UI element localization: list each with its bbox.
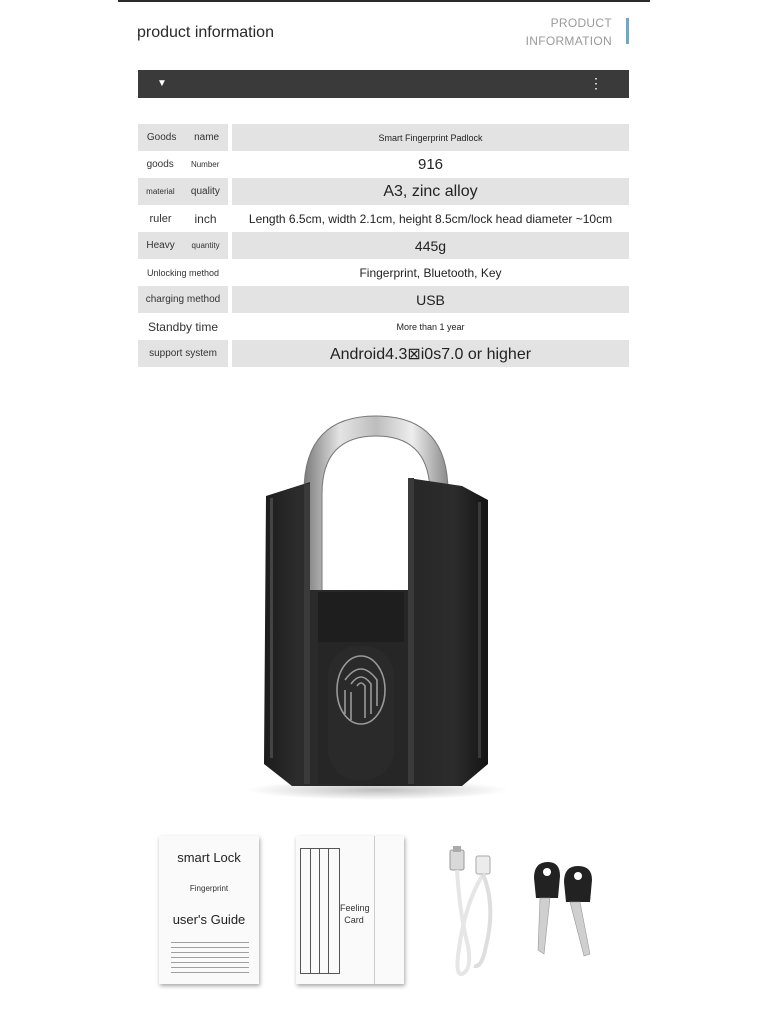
padlock-image (262, 414, 490, 796)
spec-row (138, 178, 629, 205)
top-divider (118, 0, 650, 2)
manual-fine-print (171, 942, 249, 974)
spec-value: 916 (417, 156, 444, 173)
spec-value: A3, zinc alloy (232, 178, 629, 205)
spec-label-part: ruler (149, 212, 172, 225)
spec-label-part: quantity (191, 241, 220, 250)
spec-label (138, 178, 228, 205)
spec-label: Standby time (147, 319, 219, 334)
manual-guide-title: user's Guide (172, 912, 246, 927)
spec-label (138, 124, 228, 151)
spec-label-part: inch (194, 211, 217, 226)
card-fold (374, 836, 375, 984)
accent-bar (626, 18, 629, 44)
section-heading-line2: INFORMATION (525, 34, 612, 48)
usb-cable-image (446, 846, 506, 978)
spec-label-part: Heavy (146, 240, 175, 251)
spec-label-part: quality (190, 186, 220, 197)
spec-label: charging method (138, 286, 228, 313)
spec-row (138, 205, 629, 232)
triangle-down-icon[interactable]: ▼ (157, 78, 167, 89)
spec-label-part: goods (146, 159, 174, 170)
spec-value: More than 1 year (396, 321, 465, 332)
spec-table (138, 124, 629, 367)
manual-title: smart Lock (177, 850, 241, 865)
spec-value: Length 6.5cm, width 2.1cm, height 8.5cm/lock head diameter ~10cm (248, 211, 613, 226)
spec-row (138, 340, 629, 367)
keys-image (528, 858, 598, 958)
spec-label-part: Number (190, 160, 220, 169)
spec-row (138, 232, 629, 259)
warranty-card-image (296, 836, 404, 984)
card-label-line: Card (344, 915, 364, 925)
spec-row (138, 286, 629, 313)
spec-value: Fingerprint, Bluetooth, Key (359, 265, 502, 280)
spec-value: Smart Fingerprint Padlock (232, 124, 629, 151)
section-heading (520, 14, 612, 50)
user-manual-image (159, 836, 259, 984)
page-title: product information (137, 24, 274, 41)
spec-label (138, 205, 228, 232)
spec-value: USB (232, 286, 629, 313)
toolbar (138, 70, 629, 98)
section-heading-line1: PRODUCT (550, 16, 612, 30)
spec-label: Unlocking method (146, 267, 220, 278)
spec-row (138, 313, 629, 340)
spec-row (138, 151, 629, 178)
card-label-line: Feeling (340, 903, 370, 913)
spec-row (138, 124, 629, 151)
spec-row (138, 259, 629, 286)
manual-subtitle: Fingerprint (189, 884, 229, 893)
more-vertical-icon[interactable]: ⋮ (589, 75, 603, 91)
spec-value: 445g (232, 232, 629, 259)
spec-label: support system (138, 340, 228, 367)
spec-label-part: material (146, 187, 175, 196)
spec-value: Android4.3⊠i0s7.0 or higher (232, 340, 629, 367)
card-grid (300, 848, 340, 974)
spec-label (138, 151, 228, 178)
card-label (340, 902, 368, 926)
spec-label-part: Goods (146, 132, 177, 143)
spec-label-part: name (194, 132, 220, 143)
spec-label (138, 232, 228, 259)
